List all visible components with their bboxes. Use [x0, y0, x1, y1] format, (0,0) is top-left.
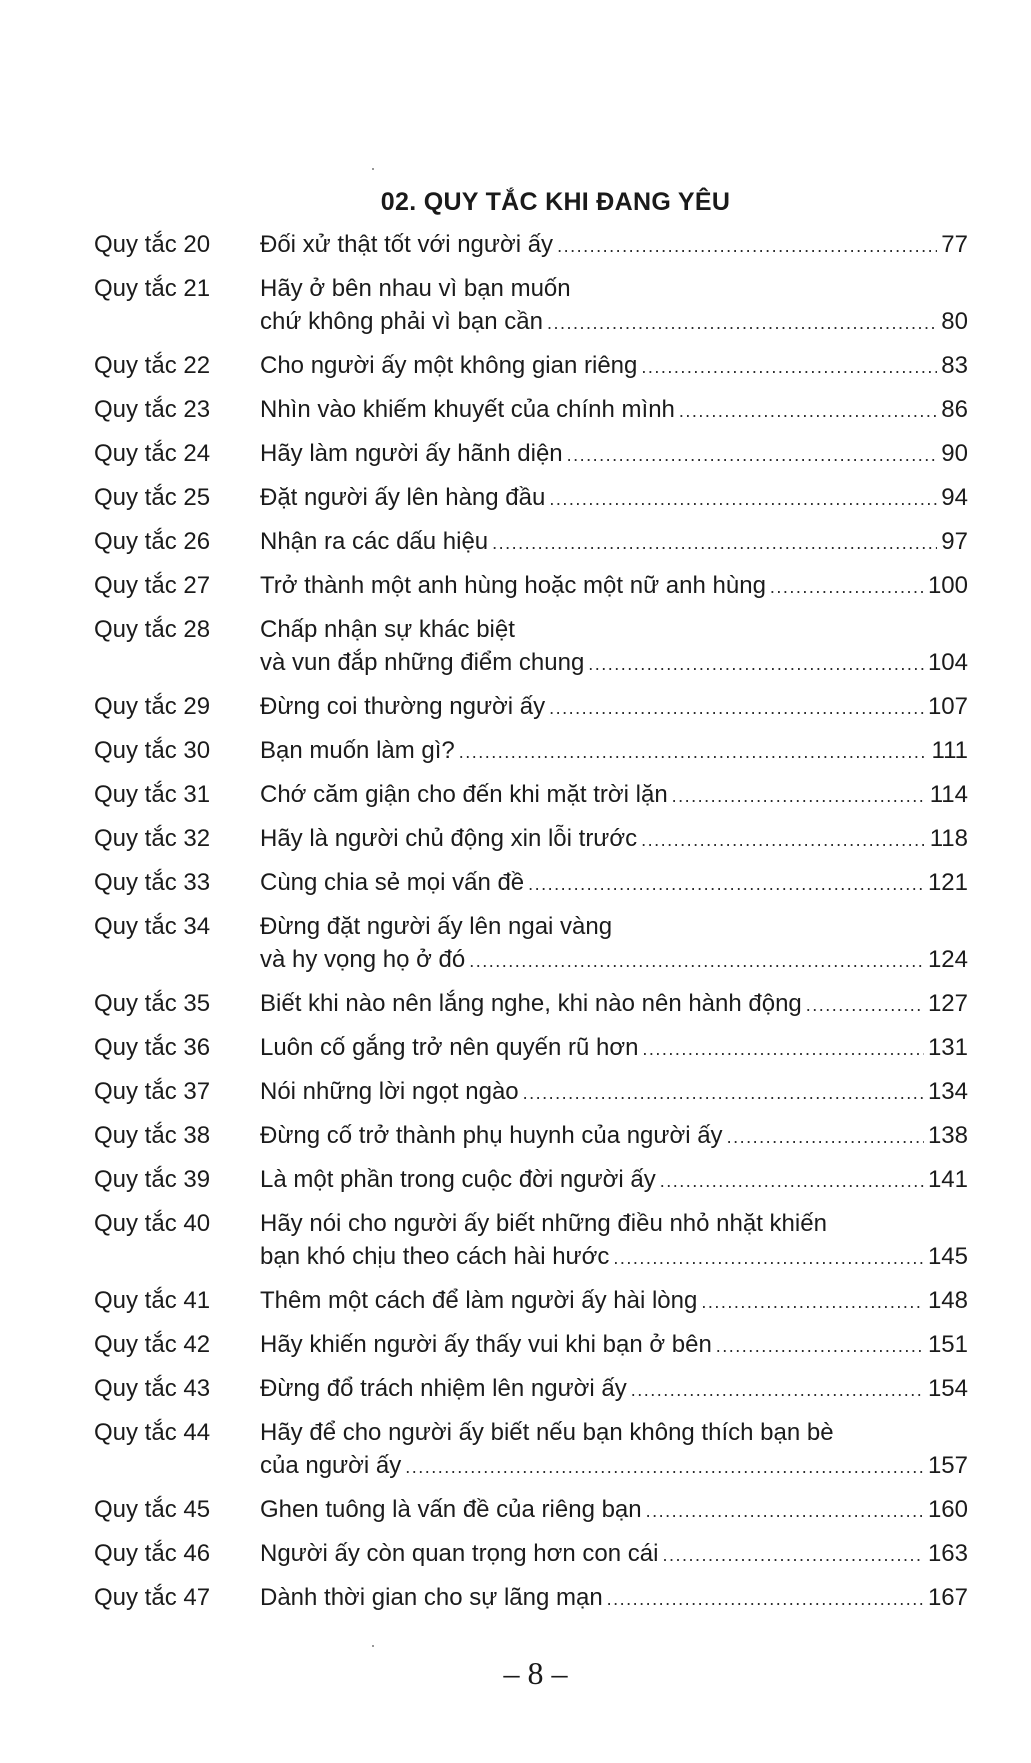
rule-title-line [260, 393, 968, 428]
page-reference: 94 [941, 484, 968, 511]
toc-entry [94, 1207, 968, 1275]
rule-title: và vun đắp những điểm chung [260, 649, 585, 676]
rule-body [260, 613, 968, 681]
rule-body [260, 272, 968, 340]
rule-body [260, 910, 968, 978]
page-reference: 127 [927, 990, 968, 1017]
dot-leader [770, 571, 924, 604]
page-reference: 111 [931, 737, 968, 764]
dot-leader [557, 230, 937, 263]
rule-body [260, 349, 968, 384]
rule-body [260, 1328, 968, 1363]
dot-leader [547, 307, 937, 340]
toc-entry [94, 569, 968, 604]
rule-title: Hãy là người chủ động xin lỗi trước [260, 825, 638, 852]
rule-title-line [260, 690, 968, 725]
toc-entry [94, 1031, 968, 1066]
rule-label: Quy tắc 26 [94, 528, 211, 555]
rule-label: Quy tắc 27 [94, 572, 211, 599]
page-reference: 151 [927, 1331, 968, 1358]
rule-title-line [260, 349, 968, 384]
rule-body [260, 1207, 968, 1275]
page-reference: 131 [927, 1034, 968, 1061]
dot-leader [469, 945, 924, 978]
dot-leader [646, 1495, 924, 1528]
rule-title-line [260, 866, 968, 901]
page-reference: 157 [927, 1452, 968, 1479]
rule-title-line [260, 1416, 968, 1449]
rule-label: Quy tắc 36 [94, 1034, 211, 1061]
page-reference: 141 [927, 1166, 968, 1193]
toc-entry [94, 778, 968, 813]
rule-title: Dành thời gian cho sự lãng mạn [260, 1584, 603, 1611]
rule-title: Chấp nhận sự khác biệt [260, 616, 515, 643]
toc-entry [94, 1119, 968, 1154]
rule-title: Nhìn vào khiếm khuyết của chính mình [260, 396, 675, 423]
rule-title: Cùng chia sẻ mọi vấn đề [260, 869, 525, 896]
rule-body [260, 228, 968, 263]
rule-title-line [260, 1119, 968, 1154]
rule-title-line [260, 1328, 968, 1363]
toc-entry [94, 613, 968, 681]
rule-title: Trở thành một anh hùng hoặc một nữ anh hùng [260, 572, 766, 599]
rule-title: Đừng đặt người ấy lên ngai vàng [260, 913, 613, 940]
rule-body [260, 987, 968, 1022]
rule-label: Quy tắc 40 [94, 1210, 211, 1237]
page-reference: 154 [927, 1375, 968, 1402]
rule-body [260, 525, 968, 560]
dot-leader [662, 1539, 924, 1572]
rule-title: Người ấy còn quan trọng hơn con cái [260, 1540, 659, 1567]
rule-title-line [260, 228, 968, 263]
rule-body [260, 1284, 968, 1319]
rule-body [260, 690, 968, 725]
dot-leader [528, 868, 924, 901]
rule-title-line [260, 1240, 968, 1275]
rule-label: Quy tắc 32 [94, 825, 211, 852]
dot-leader [642, 1033, 924, 1066]
rule-title-line [260, 987, 968, 1022]
dot-leader [613, 1242, 924, 1275]
dot-leader [492, 527, 937, 560]
rule-title: Chớ căm giận cho đến khi mặt trời lặn [260, 781, 668, 808]
dot-leader [523, 1077, 924, 1110]
rule-body [260, 437, 968, 472]
page-reference: 90 [941, 440, 968, 467]
rule-label: Quy tắc 44 [94, 1419, 211, 1446]
toc-entry [94, 1163, 968, 1198]
rule-body [260, 1163, 968, 1198]
toc-entry [94, 1493, 968, 1528]
rule-title: Nhận ra các dấu hiệu [260, 528, 489, 555]
dot-leader [672, 780, 926, 813]
page-reference: 104 [927, 649, 968, 676]
rule-label: Quy tắc 30 [94, 737, 211, 764]
rule-title-line [260, 613, 968, 646]
page-reference: 138 [927, 1122, 968, 1149]
toc-entry [94, 1328, 968, 1363]
toc-entry [94, 734, 968, 769]
rule-body [260, 1581, 968, 1616]
dot-leader [660, 1165, 924, 1198]
rule-label: Quy tắc 45 [94, 1496, 211, 1523]
dot-leader [679, 395, 937, 428]
page-number: – 8 – [503, 1655, 568, 1691]
dot-leader [641, 824, 926, 857]
rule-label: Quy tắc 47 [94, 1584, 211, 1611]
toc-entry [94, 525, 968, 560]
dot-leader [727, 1121, 924, 1154]
rule-label: Quy tắc 43 [94, 1375, 211, 1402]
dot-leader [641, 351, 937, 384]
rule-title-line [260, 1581, 968, 1616]
rule-title-line [260, 1075, 968, 1110]
rule-body [260, 1031, 968, 1066]
rule-label: Quy tắc 31 [94, 781, 211, 808]
page-reference: 148 [927, 1287, 968, 1314]
page-reference: 100 [927, 572, 968, 599]
rule-label: Quy tắc 33 [94, 869, 211, 896]
rule-title-line [260, 943, 968, 978]
rule-title: Đặt người ấy lên hàng đầu [260, 484, 546, 511]
rule-label: Quy tắc 42 [94, 1331, 211, 1358]
rule-label: Quy tắc 35 [94, 990, 211, 1017]
page-reference: 160 [927, 1496, 968, 1523]
rule-label: Quy tắc 39 [94, 1166, 211, 1193]
rule-body [260, 1075, 968, 1110]
dot-leader [701, 1286, 924, 1319]
rule-title-line [260, 1031, 968, 1066]
toc-entry [94, 272, 968, 340]
rule-title: Ghen tuông là vấn đề của riêng bạn [260, 1496, 642, 1523]
dot-leader [567, 439, 938, 472]
toc-entry [94, 1075, 968, 1110]
rule-title: bạn khó chịu theo cách hài hước [260, 1243, 610, 1270]
dot-leader [607, 1583, 924, 1616]
rule-title-line [260, 1372, 968, 1407]
rule-title: Bạn muốn làm gì? [260, 737, 455, 764]
rule-title: Đừng coi thường người ấy [260, 693, 546, 720]
page-reference: 114 [929, 781, 968, 808]
rule-title: Đừng cố trở thành phụ huynh của người ấy [260, 1122, 723, 1149]
rule-title: Hãy nói cho người ấy biết những điều nhỏ nhặt khiến [260, 1210, 827, 1237]
page-reference: 118 [929, 825, 968, 852]
rule-label: Quy tắc 28 [94, 616, 211, 643]
toc-entry [94, 822, 968, 857]
toc-entry [94, 1537, 968, 1572]
rule-body [260, 569, 968, 604]
dot-leader [405, 1451, 924, 1484]
rule-title-line [260, 1493, 968, 1528]
rule-title: Nói những lời ngọt ngào [260, 1078, 519, 1105]
page-reference: 83 [941, 352, 968, 379]
rule-body [260, 734, 968, 769]
rule-title: Hãy để cho người ấy biết nếu bạn không thích bạn bè [260, 1419, 834, 1446]
toc-entry [94, 1416, 968, 1484]
dot-leader [549, 483, 937, 516]
dot-leader [716, 1330, 924, 1363]
rule-title-line [260, 525, 968, 560]
rule-title: và hy vọng họ ở đó [260, 946, 466, 973]
rule-title-line [260, 1207, 968, 1240]
toc-entry [94, 437, 968, 472]
section-title: 02. QUY TẮC KHI ĐANG YÊU [380, 188, 731, 216]
rule-title-line [260, 272, 968, 305]
rule-label: Quy tắc 22 [94, 352, 211, 379]
table-of-contents [94, 228, 968, 1625]
rule-label: Quy tắc 20 [94, 231, 211, 258]
print-speck [372, 168, 374, 170]
dot-leader [549, 692, 924, 725]
page-reference: 167 [927, 1584, 968, 1611]
rule-label: Quy tắc 23 [94, 396, 211, 423]
rule-body [260, 1416, 968, 1484]
rule-body [260, 822, 968, 857]
page-reference: 163 [927, 1540, 968, 1567]
page-reference: 97 [941, 528, 968, 555]
rule-label: Quy tắc 37 [94, 1078, 211, 1105]
print-speck [372, 1645, 374, 1647]
rule-label: Quy tắc 24 [94, 440, 211, 467]
rule-title-line [260, 910, 968, 943]
toc-entry [94, 866, 968, 901]
dot-leader [806, 989, 924, 1022]
rule-title: Thêm một cách để làm người ấy hài lòng [260, 1287, 698, 1314]
rule-label: Quy tắc 25 [94, 484, 211, 511]
rule-title-line [260, 822, 968, 857]
rule-title-line [260, 646, 968, 681]
page-reference: 86 [941, 396, 968, 423]
toc-entry [94, 690, 968, 725]
page-reference: 145 [927, 1243, 968, 1270]
rule-title-line [260, 481, 968, 516]
rule-title-line [260, 778, 968, 813]
toc-entry [94, 349, 968, 384]
toc-entry [94, 1284, 968, 1319]
rule-title-line [260, 305, 968, 340]
rule-label: Quy tắc 21 [94, 275, 211, 302]
rule-body [260, 866, 968, 901]
rule-label: Quy tắc 34 [94, 913, 211, 940]
rule-title-line [260, 1163, 968, 1198]
rule-title-line [260, 1537, 968, 1572]
rule-title-line [260, 734, 968, 769]
rule-title: Hãy khiến người ấy thấy vui khi bạn ở bên [260, 1331, 712, 1358]
page-reference: 107 [927, 693, 968, 720]
toc-entry [94, 481, 968, 516]
rule-body [260, 1493, 968, 1528]
rule-body [260, 778, 968, 813]
toc-entry [94, 393, 968, 428]
rule-body [260, 393, 968, 428]
page-reference: 121 [927, 869, 968, 896]
rule-title: Hãy ở bên nhau vì bạn muốn [260, 275, 571, 302]
rule-label: Quy tắc 46 [94, 1540, 211, 1567]
toc-entry [94, 987, 968, 1022]
rule-label: Quy tắc 29 [94, 693, 211, 720]
toc-entry [94, 910, 968, 978]
rule-title-line [260, 437, 968, 472]
toc-entry [94, 1581, 968, 1616]
dot-leader [588, 648, 924, 681]
rule-title: Cho người ấy một không gian riêng [260, 352, 638, 379]
rule-title-line [260, 569, 968, 604]
dot-leader [631, 1374, 924, 1407]
rule-title: của người ấy [260, 1452, 402, 1479]
rule-title: Là một phần trong cuộc đời người ấy [260, 1166, 656, 1193]
rule-title-line [260, 1449, 968, 1484]
rule-label: Quy tắc 38 [94, 1122, 211, 1149]
toc-entry [94, 228, 968, 263]
rule-body [260, 1537, 968, 1572]
rule-title: chứ không phải vì bạn cần [260, 308, 543, 335]
rule-body [260, 1372, 968, 1407]
rule-body [260, 1119, 968, 1154]
rule-title: Hãy làm người ấy hãnh diện [260, 440, 563, 467]
rule-body [260, 481, 968, 516]
rule-title: Đừng đổ trách nhiệm lên người ấy [260, 1375, 627, 1402]
page-reference: 77 [941, 231, 968, 258]
page-reference: 134 [927, 1078, 968, 1105]
rule-title: Biết khi nào nên lắng nghe, khi nào nên hành động [260, 990, 802, 1017]
rule-title: Luôn cố gắng trở nên quyến rũ hơn [260, 1034, 639, 1061]
rule-label: Quy tắc 41 [94, 1287, 211, 1314]
dot-leader [459, 736, 928, 769]
page-reference: 124 [927, 946, 968, 973]
page-reference: 80 [941, 308, 968, 335]
rule-title-line [260, 1284, 968, 1319]
toc-entry [94, 1372, 968, 1407]
rule-title: Đối xử thật tốt với người ấy [260, 231, 554, 258]
